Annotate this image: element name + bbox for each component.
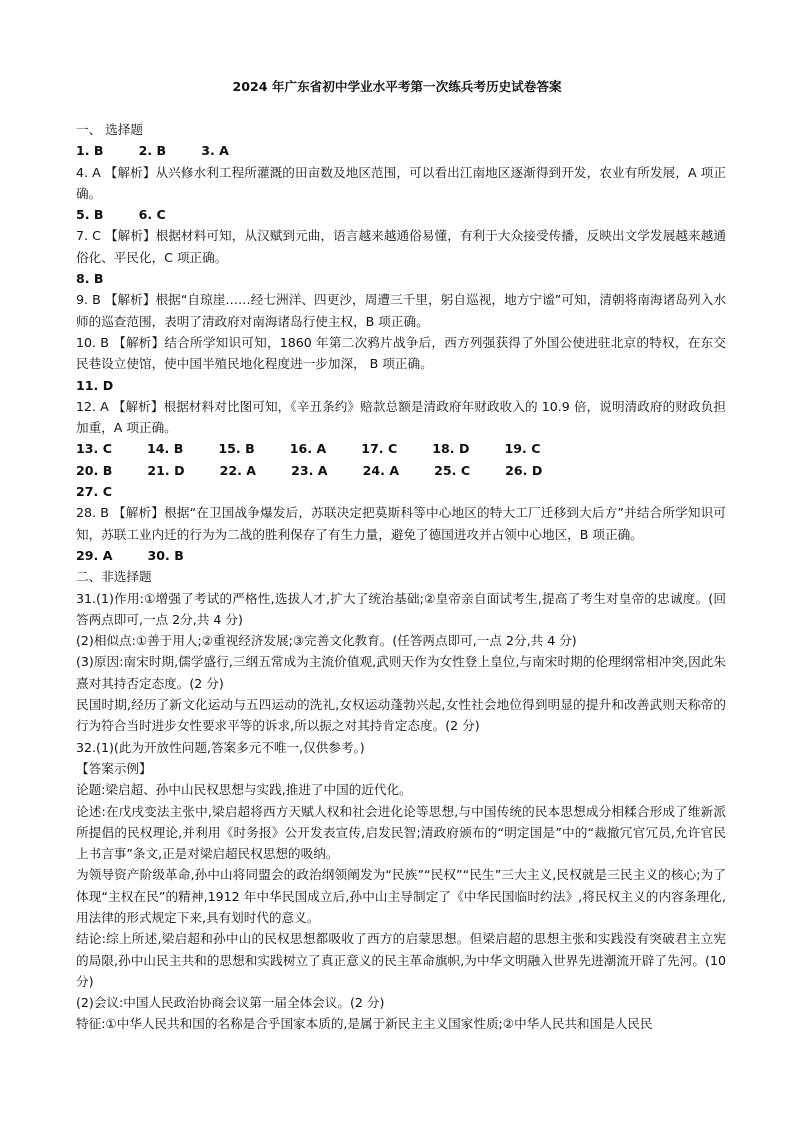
answer-explanation: 9. B 【解析】根据“自琼崖……经七洲洋、四更沙，周遭三千里，躬自巡视，地方宁谧”可知，清朝将南海诸岛列入水师的巡查范围，表明了清政府对南海诸岛行使主权，B 项正确。	[76, 292, 726, 329]
answer-paragraph: (3)原因:南宋时期,儒学盛行,三纲五常成为主流价值观,武则天作为女性登上皇位,与南宋时期的伦理纲常相冲突,因此朱熹对其持否定态度。(2 分)	[76, 654, 726, 691]
answer-paragraph: 32.(1)(此为开放性问题,答案多元不唯一,仅供参考。)	[76, 739, 365, 755]
answer-line: 1. B 2. B 3. A	[76, 143, 229, 159]
answer-line: 13. C 14. B 15. B 16. A 17. C 18. D 19. C	[76, 441, 541, 457]
answer-explanation: 28. B 【解析】根据“在卫国战争爆发后，苏联决定把莫斯科等中心地区的特大工厂迁移到大后方”并结合所学知识可知，苏联工业内迁的行为为二战的胜利保存了有生力量，避免了德国进攻并占领中心地区，B 项正确。	[76, 505, 726, 542]
answer-line: 27. C	[76, 484, 112, 500]
answer-line: 29. A 30. B	[76, 547, 184, 563]
section-heading-choice: 一、 选择题	[76, 122, 143, 137]
answer-paragraph: 31.(1)作用:①增强了考试的严格性,选拔人才,扩大了统治基础;②皇帝亲自面试考生,提高了考生对皇帝的忠诚度。(回答两点即可,一点 2分,共 4 分)	[76, 590, 726, 627]
answer-paragraph: 论题:梁启超、孙中山民权思想与实践,推进了中国的近代化。	[76, 782, 412, 798]
section-heading-nonchoice: 二、非选择题	[76, 569, 152, 585]
answer-body	[76, 119, 726, 1035]
answer-paragraph: 为领导资产阶级革命,孙中山将同盟会的政治纲领阐发为“民族”“民权”“民生”三大主义,民权就是三民主义的核心;为了体现“主权在民”的精神,1912 年中华民国成立后,孙中山主导制定了《中华民国临时约法》,将民权主义的内容条理化,用法律的形式规定下来,具有划时代的意义。	[76, 867, 726, 925]
answer-explanation: 7. C 【解析】根据材料可知，从汉赋到元曲，语言越来越通俗易懂，有利于大众接受传播，反映出文学发展越来越通俗化、平民化，C 项正确。	[76, 228, 726, 265]
page-title: 2024 年广东省初中学业水平考第一次练兵考历史试卷答案	[232, 79, 562, 94]
answer-line: 5. B 6. C	[76, 207, 166, 223]
answer-paragraph: 结论:综上所述,梁启超和孙中山的民权思想都吸收了西方的启蒙思想。但梁启超的思想主张和实践没有突破君主立宪的局限,孙中山民主共和的思想和实践树立了真正意义的民主革命旗帜,为中华文明融入世界先进潮流开辟了先河。(10 分)	[76, 931, 726, 989]
answer-explanation: 10. B 【解析】结合所学知识可知，1860 年第二次鸦片战争后，西方列强获得了外国公使进驻北京的特权，在东交民巷设立使馆，使中国半殖民地化程度进一步加深， B 项正确。	[76, 334, 726, 372]
answer-paragraph: (2)相似点:①善于用人;②重视经济发展;③完善文化教育。(任答两点即可,一点 2分,共 4 分)	[76, 633, 577, 649]
answer-line: 11. D	[76, 377, 114, 393]
answer-line: 8. B	[76, 271, 104, 287]
answer-paragraph: 特征:①中华人民共和国的名称是合乎国家本质的,是属于新民主主义国家性质;②中华人民共和国是人民民	[76, 1016, 653, 1032]
answer-explanation: 4. A 【解析】从兴修水利工程所灌溉的田亩数及地区范围，可以看出江南地区逐渐得到开发，农业有所发展，A 项正确。	[76, 164, 726, 201]
answer-paragraph: (2)会议:中国人民政治协商会议第一届全体会议。(2 分)	[76, 995, 385, 1011]
answer-line: 20. B 21. D 22. A 23. A 24. A 25. C 26. D	[76, 462, 543, 478]
answer-example-heading: 【答案示例】	[76, 760, 152, 776]
answer-paragraph: 民国时期,经历了新文化运动与五四运动的洗礼,女权运动蓬勃兴起,女性社会地位得到明显的提升和改善武则天称帝的行为符合当时进步女性要求平等的诉求,所以振之对其持肯定态度。(2 分)	[76, 697, 726, 734]
answer-paragraph: 论述:在戊戌变法主张中,梁启超将西方天赋人权和社会进化论等思想,与中国传统的民本思想成分相糅合形成了维新派所提倡的民权理论,并利用《时务报》公开发表宣传,启发民智;清政府颁布的“明定国是”中的“裁撤冗官冗员,允许官民上书言事”条文,正是对梁启超民权思想的吸纳。	[76, 803, 726, 862]
answer-explanation: 12. A 【解析】根据材料对比图可知，《辛丑条约》赔款总额是清政府年财政收入的 10.9 倍，说明清政府的财政负担加重，A 项正确。	[76, 398, 726, 436]
